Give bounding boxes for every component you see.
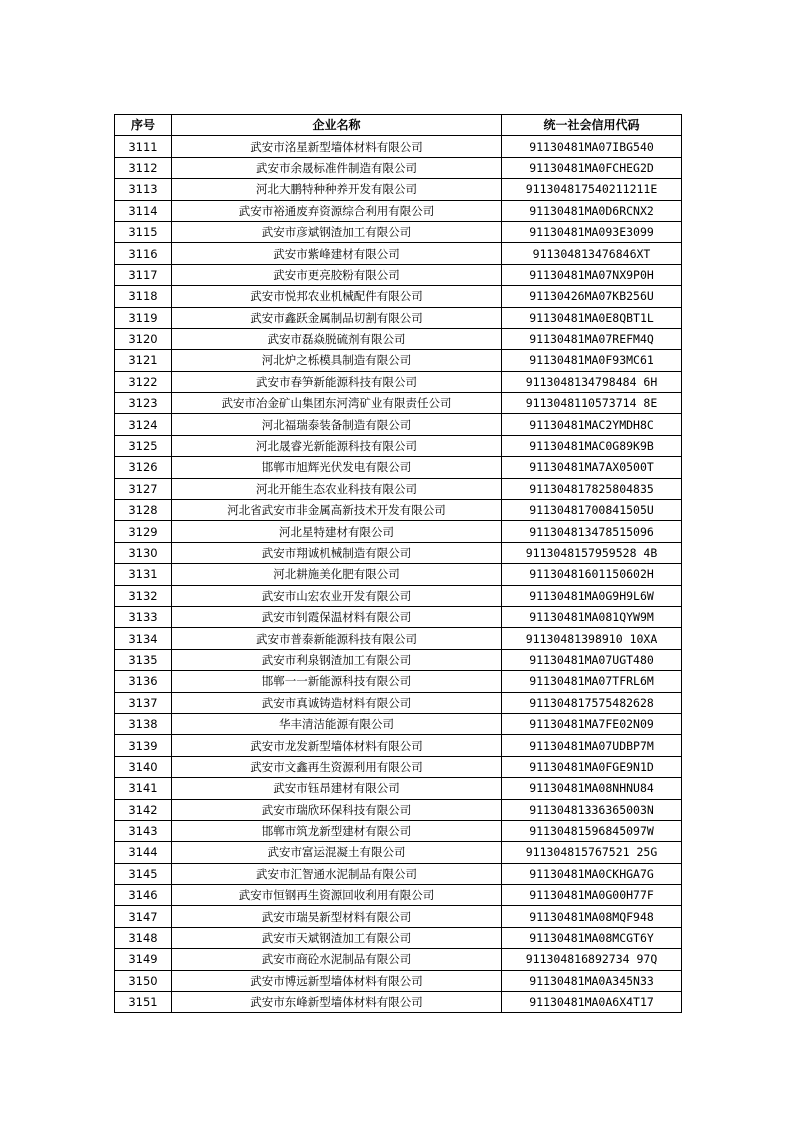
table-row	[115, 371, 682, 392]
enterprise-registry-table	[114, 114, 682, 1013]
cell-credit-code: 91130481700841505U	[502, 500, 682, 521]
cell-credit-code: 91130481MA07REFM4Q	[502, 328, 682, 349]
cell-serial-number: 3119	[115, 307, 172, 328]
table-row	[115, 200, 682, 221]
cell-credit-code: 911304816892734 97Q	[502, 949, 682, 970]
table-row	[115, 243, 682, 264]
cell-company-name: 武安市真诚铸造材料有限公司	[172, 692, 502, 713]
cell-company-name: 河北开能生态农业科技有限公司	[172, 478, 502, 499]
cell-credit-code: 911304813478515096	[502, 521, 682, 542]
table-row	[115, 307, 682, 328]
cell-credit-code: 911304813476846XT	[502, 243, 682, 264]
cell-serial-number: 3151	[115, 992, 172, 1013]
cell-credit-code: 91130481MA0A6X4T17	[502, 992, 682, 1013]
cell-company-name: 武安市悦邦农业机械配件有限公司	[172, 286, 502, 307]
cell-serial-number: 3123	[115, 393, 172, 414]
table-row	[115, 756, 682, 777]
cell-serial-number: 3117	[115, 264, 172, 285]
cell-company-name: 武安市汇智通水泥制品有限公司	[172, 863, 502, 884]
table-row	[115, 328, 682, 349]
cell-credit-code: 91130481MA7AX0500T	[502, 457, 682, 478]
cell-serial-number: 3132	[115, 585, 172, 606]
cell-credit-code: 91130426MA07KB256U	[502, 286, 682, 307]
cell-company-name: 河北耕施美化肥有限公司	[172, 564, 502, 585]
cell-serial-number: 3146	[115, 885, 172, 906]
cell-serial-number: 3136	[115, 671, 172, 692]
cell-serial-number: 3111	[115, 136, 172, 157]
cell-company-name: 武安市翔诚机械制造有限公司	[172, 542, 502, 563]
table-row	[115, 927, 682, 948]
cell-company-name: 华丰清洁能源有限公司	[172, 713, 502, 734]
cell-company-name: 河北炉之栎模具制造有限公司	[172, 350, 502, 371]
cell-credit-code: 91130481MA08MQF948	[502, 906, 682, 927]
table-row	[115, 221, 682, 242]
cell-company-name: 武安市洺星新型墙体材料有限公司	[172, 136, 502, 157]
cell-serial-number: 3141	[115, 778, 172, 799]
cell-credit-code: 91130481MA08NHNU84	[502, 778, 682, 799]
cell-company-name: 武安市裕通废弃资源综合利用有限公司	[172, 200, 502, 221]
cell-serial-number: 3134	[115, 628, 172, 649]
cell-company-name: 武安市商砼水泥制品有限公司	[172, 949, 502, 970]
table-row	[115, 863, 682, 884]
cell-credit-code: 91130481MA0FGE9N1D	[502, 756, 682, 777]
cell-company-name: 武安市鑫跃金属制品切割有限公司	[172, 307, 502, 328]
cell-credit-code: 91130481MA0D6RCNX2	[502, 200, 682, 221]
cell-credit-code: 91130481MA093E3099	[502, 221, 682, 242]
table-row	[115, 778, 682, 799]
table-row	[115, 542, 682, 563]
cell-serial-number: 3124	[115, 414, 172, 435]
cell-company-name: 武安市紫峰建材有限公司	[172, 243, 502, 264]
cell-company-name: 武安市春笋新能源科技有限公司	[172, 371, 502, 392]
cell-credit-code: 91130481MA0CKHGA7G	[502, 863, 682, 884]
table-row	[115, 671, 682, 692]
cell-credit-code: 91130481MA0FCHEG2D	[502, 157, 682, 178]
cell-company-name: 武安市冶金矿山集团东河湾矿业有限责任公司	[172, 393, 502, 414]
cell-company-name: 武安市利泉钢渣加工有限公司	[172, 649, 502, 670]
cell-credit-code: 911304817540211211E	[502, 179, 682, 200]
cell-serial-number: 3127	[115, 478, 172, 499]
table-row	[115, 992, 682, 1013]
cell-serial-number: 3128	[115, 500, 172, 521]
table-row	[115, 606, 682, 627]
cell-company-name: 武安市磊焱脱硫剂有限公司	[172, 328, 502, 349]
cell-serial-number: 3112	[115, 157, 172, 178]
table-row	[115, 585, 682, 606]
cell-credit-code: 91130481MA07UDBP7M	[502, 735, 682, 756]
header-credit-code: 统一社会信用代码	[502, 115, 682, 136]
cell-company-name: 武安市钊霞保温材料有限公司	[172, 606, 502, 627]
cell-company-name: 武安市东峰新型墙体材料有限公司	[172, 992, 502, 1013]
cell-serial-number: 3133	[115, 606, 172, 627]
cell-company-name: 河北晟睿光新能源科技有限公司	[172, 435, 502, 456]
cell-credit-code: 91130481MA081QYW9M	[502, 606, 682, 627]
cell-serial-number: 3120	[115, 328, 172, 349]
cell-serial-number: 3135	[115, 649, 172, 670]
table-row	[115, 500, 682, 521]
cell-serial-number: 3148	[115, 927, 172, 948]
cell-company-name: 河北大鹏特种种养开发有限公司	[172, 179, 502, 200]
table-row	[115, 949, 682, 970]
table-row	[115, 521, 682, 542]
table-row	[115, 393, 682, 414]
cell-credit-code: 911304815767521 25G	[502, 842, 682, 863]
cell-credit-code: 91130481MA07IBG540	[502, 136, 682, 157]
table-row	[115, 713, 682, 734]
cell-serial-number: 3131	[115, 564, 172, 585]
cell-serial-number: 3126	[115, 457, 172, 478]
cell-company-name: 河北星特建材有限公司	[172, 521, 502, 542]
table-row	[115, 457, 682, 478]
cell-serial-number: 3118	[115, 286, 172, 307]
table-row	[115, 628, 682, 649]
cell-serial-number: 3114	[115, 200, 172, 221]
cell-company-name: 河北福瑞泰装备制造有限公司	[172, 414, 502, 435]
cell-credit-code: 91130481MA0E8QBT1L	[502, 307, 682, 328]
cell-credit-code: 91130481MA07UGT480	[502, 649, 682, 670]
table-row	[115, 136, 682, 157]
cell-credit-code: 91130481MA07NX9P0H	[502, 264, 682, 285]
cell-credit-code: 91130481MA08MCGT6Y	[502, 927, 682, 948]
table-row	[115, 350, 682, 371]
cell-credit-code: 91130481MA7FE02N09	[502, 713, 682, 734]
cell-credit-code: 91130481MAC2YMDH8C	[502, 414, 682, 435]
header-serial-number: 序号	[115, 115, 172, 136]
table-row	[115, 692, 682, 713]
cell-company-name: 武安市山宏农业开发有限公司	[172, 585, 502, 606]
table-row	[115, 906, 682, 927]
cell-credit-code: 9113048134798484 6H	[502, 371, 682, 392]
cell-company-name: 邯郸市筑龙新型建材有限公司	[172, 820, 502, 841]
cell-company-name: 武安市文鑫再生资源利用有限公司	[172, 756, 502, 777]
cell-serial-number: 3129	[115, 521, 172, 542]
cell-company-name: 武安市瑞欣环保科技有限公司	[172, 799, 502, 820]
cell-credit-code: 91130481MA0G9H9L6W	[502, 585, 682, 606]
cell-company-name: 武安市彦斌钢渣加工有限公司	[172, 221, 502, 242]
cell-serial-number: 3125	[115, 435, 172, 456]
table-row	[115, 842, 682, 863]
table-row	[115, 157, 682, 178]
cell-company-name: 武安市余晟标准件制造有限公司	[172, 157, 502, 178]
cell-serial-number: 3143	[115, 820, 172, 841]
cell-serial-number: 3115	[115, 221, 172, 242]
table-row	[115, 820, 682, 841]
cell-credit-code: 91130481398910 10XA	[502, 628, 682, 649]
table-row	[115, 414, 682, 435]
cell-company-name: 武安市天斌钢渣加工有限公司	[172, 927, 502, 948]
cell-credit-code: 911304817575482628	[502, 692, 682, 713]
cell-credit-code: 911304817825804835	[502, 478, 682, 499]
cell-company-name: 武安市钰昂建材有限公司	[172, 778, 502, 799]
cell-serial-number: 3122	[115, 371, 172, 392]
cell-serial-number: 3149	[115, 949, 172, 970]
cell-company-name: 邯郸市旭辉光伏发电有限公司	[172, 457, 502, 478]
table-row	[115, 478, 682, 499]
cell-credit-code: 91130481MA0F93MC61	[502, 350, 682, 371]
cell-company-name: 邯郸一一新能源科技有限公司	[172, 671, 502, 692]
cell-credit-code: 91130481MA07TFRL6M	[502, 671, 682, 692]
cell-serial-number: 3138	[115, 713, 172, 734]
cell-company-name: 武安市瑞昊新型材料有限公司	[172, 906, 502, 927]
cell-credit-code: 91130481MA0A345N33	[502, 970, 682, 991]
cell-company-name: 武安市恒钢再生资源回收利用有限公司	[172, 885, 502, 906]
cell-credit-code: 91130481336365003N	[502, 799, 682, 820]
table-row	[115, 885, 682, 906]
cell-credit-code: 91130481MAC0G89K9B	[502, 435, 682, 456]
cell-serial-number: 3140	[115, 756, 172, 777]
cell-credit-code: 9113048157959528 4B	[502, 542, 682, 563]
cell-serial-number: 3121	[115, 350, 172, 371]
table-row	[115, 970, 682, 991]
cell-company-name: 武安市龙发新型墙体材料有限公司	[172, 735, 502, 756]
table-header-row	[115, 115, 682, 136]
cell-credit-code: 91130481MA0G00H77F	[502, 885, 682, 906]
table-row	[115, 264, 682, 285]
cell-serial-number: 3116	[115, 243, 172, 264]
cell-serial-number: 3144	[115, 842, 172, 863]
cell-credit-code: 91130481596845097W	[502, 820, 682, 841]
table-row	[115, 435, 682, 456]
cell-company-name: 河北省武安市非金属高新技术开发有限公司	[172, 500, 502, 521]
cell-company-name: 武安市博远新型墙体材料有限公司	[172, 970, 502, 991]
header-company-name: 企业名称	[172, 115, 502, 136]
table-row	[115, 649, 682, 670]
cell-company-name: 武安市富运混凝土有限公司	[172, 842, 502, 863]
table-row	[115, 735, 682, 756]
cell-serial-number: 3142	[115, 799, 172, 820]
table-row	[115, 286, 682, 307]
cell-serial-number: 3145	[115, 863, 172, 884]
cell-serial-number: 3137	[115, 692, 172, 713]
cell-company-name: 武安市普泰新能源科技有限公司	[172, 628, 502, 649]
table-row	[115, 564, 682, 585]
cell-serial-number: 3113	[115, 179, 172, 200]
cell-credit-code: 91130481601150602H	[502, 564, 682, 585]
cell-serial-number: 3147	[115, 906, 172, 927]
cell-serial-number: 3139	[115, 735, 172, 756]
table-row	[115, 799, 682, 820]
cell-serial-number: 3150	[115, 970, 172, 991]
cell-company-name: 武安市更亮胶粉有限公司	[172, 264, 502, 285]
cell-serial-number: 3130	[115, 542, 172, 563]
cell-credit-code: 9113048110573714 8E	[502, 393, 682, 414]
table-row	[115, 179, 682, 200]
